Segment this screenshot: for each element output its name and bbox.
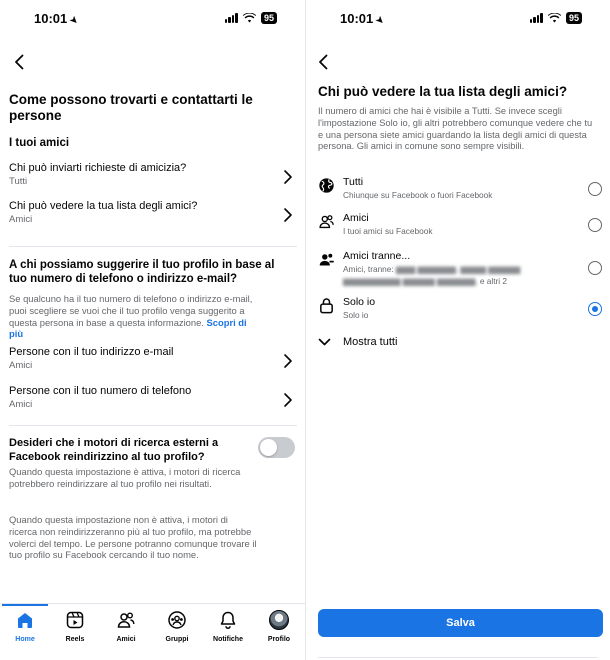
reels-icon bbox=[65, 610, 85, 630]
tab-notifications[interactable] bbox=[203, 610, 253, 643]
back-arrow-icon[interactable] bbox=[314, 52, 334, 72]
signal-icon bbox=[225, 13, 238, 23]
chevron-right-icon bbox=[283, 169, 293, 185]
signal-icon bbox=[530, 13, 543, 23]
friends-except-icon bbox=[318, 251, 335, 268]
friends-icon bbox=[116, 610, 136, 630]
friends-icon bbox=[318, 213, 335, 230]
section-divider bbox=[9, 425, 297, 426]
battery-badge: 95 bbox=[566, 12, 582, 24]
location-arrow-icon: ➤ bbox=[68, 13, 81, 27]
visibility-description: Il numero di amici che hai è visibile a Tutti. Se invece scegli l'impostazione Solo io, gli altri potrebbero comunque vedere che tu e una persona siete amici guardando la lista degli amici di questa persona. Gli amici in comune sono sempre visibili. bbox=[318, 106, 593, 152]
option-friends[interactable] bbox=[318, 212, 602, 246]
option-everyone[interactable] bbox=[318, 176, 602, 210]
tab-home[interactable] bbox=[0, 610, 50, 643]
page-title: Come possono trovarti e contattarti le persone bbox=[9, 92, 253, 123]
option-title: Solo io bbox=[343, 296, 376, 308]
location-arrow-icon: ➤ bbox=[374, 13, 387, 27]
row-value: Amici bbox=[9, 399, 33, 410]
wifi-icon bbox=[243, 13, 256, 23]
chevron-right-icon bbox=[283, 392, 293, 408]
tab-profile[interactable] bbox=[254, 610, 304, 643]
chevron-down-icon bbox=[318, 338, 331, 347]
back-arrow-icon[interactable] bbox=[10, 52, 30, 72]
status-bar bbox=[0, 8, 305, 30]
row-friend-requests[interactable] bbox=[9, 161, 297, 195]
section-title-your-friends: I tuoi amici bbox=[9, 137, 70, 149]
bottom-divider bbox=[318, 657, 598, 658]
radio-button[interactable] bbox=[588, 218, 602, 232]
row-value: Amici bbox=[9, 214, 33, 225]
option-only-me[interactable] bbox=[318, 296, 602, 330]
option-subtitle: Chiunque su Facebook o fuori Facebook bbox=[343, 190, 493, 200]
chevron-right-icon bbox=[283, 207, 293, 223]
search-engine-toggle[interactable] bbox=[258, 437, 295, 458]
tab-reels[interactable] bbox=[50, 610, 100, 643]
row-friends-list-visibility[interactable] bbox=[9, 199, 297, 233]
page-title: Chi può vedere la tua lista degli amici? bbox=[318, 84, 568, 99]
status-time: 10:01➤ bbox=[340, 11, 387, 27]
tab-label: Reels bbox=[65, 636, 85, 643]
option-title: Amici tranne... bbox=[343, 250, 411, 262]
tab-friends[interactable] bbox=[101, 610, 151, 643]
option-title: Tutti bbox=[343, 176, 364, 188]
search-desc-off: Quando questa impostazione non è attiva, i motori di ricerca non reindirizzeranno più al tuo profilo, ma potrebbe volerci del tempo. Le persone potranno comunque trovare il tuo profilo su Facebook cercando il tuo nome. bbox=[9, 514, 257, 561]
radio-button[interactable] bbox=[588, 261, 602, 275]
row-label: Chi può inviarti richieste di amicizia? bbox=[9, 162, 187, 174]
avatar bbox=[269, 610, 289, 630]
radio-button[interactable] bbox=[588, 182, 602, 196]
redacted-names: ▆▆▆ ▆▆▆▆▆▆, ▆▆▆▆ ▆▆▆▆▆ ▆▆▆▆▆▆▆▆▆ ▆▆▆▆▆ ▆▆▆▆▆▆, bbox=[343, 264, 521, 286]
status-bar bbox=[306, 8, 610, 30]
tab-groups[interactable] bbox=[152, 610, 202, 643]
row-label: Persone con il tuo numero di telefono bbox=[9, 385, 192, 397]
battery-badge: 95 bbox=[261, 12, 277, 24]
chevron-right-icon bbox=[283, 353, 293, 369]
row-people-with-phone[interactable] bbox=[9, 384, 297, 418]
wifi-icon bbox=[548, 13, 561, 23]
home-icon bbox=[15, 610, 35, 630]
row-label: Chi può vedere la tua lista degli amici? bbox=[9, 200, 198, 212]
bottom-tab-bar bbox=[0, 603, 305, 660]
active-tab-indicator bbox=[2, 604, 48, 606]
row-label: Persone con il tuo indirizzo e-mail bbox=[9, 346, 174, 358]
toggle-knob bbox=[260, 439, 277, 456]
show-all-label: Mostra tutti bbox=[343, 336, 398, 348]
section-title-suggest-profile: A chi possiamo suggerire il tuo profilo in base al tuo numero di telefono o indirizzo e-mail? bbox=[9, 259, 275, 285]
groups-icon bbox=[167, 610, 187, 630]
lock-icon bbox=[318, 297, 335, 314]
show-all-button[interactable] bbox=[318, 336, 397, 348]
row-people-with-email[interactable] bbox=[9, 345, 297, 379]
tab-label: Gruppi bbox=[165, 636, 189, 643]
bell-icon bbox=[218, 610, 238, 630]
section-divider bbox=[9, 246, 297, 247]
status-time: 10:01➤ bbox=[34, 11, 81, 27]
option-subtitle: I tuoi amici su Facebook bbox=[343, 226, 433, 236]
radio-button-selected[interactable] bbox=[588, 302, 602, 316]
save-button[interactable]: Salva bbox=[318, 609, 603, 637]
globe-icon bbox=[318, 177, 335, 194]
learn-more-link[interactable]: Scopri di più bbox=[9, 316, 247, 340]
tab-label: Profilo bbox=[267, 636, 291, 643]
friends-list-visibility-screen bbox=[305, 0, 610, 660]
suggest-description: Se qualcuno ha il tuo numero di telefono o indirizzo e-mail, puoi scegliere se vuoi che il tuo profilo venga suggerito a questa persona in base a questa informazione. Scopri di più bbox=[9, 293, 253, 340]
option-title: Amici bbox=[343, 212, 369, 224]
tab-label: Home bbox=[15, 636, 35, 643]
row-value: Tutti bbox=[9, 176, 28, 187]
option-subtitle: Amici, tranne: ▆▆▆ ▆▆▆▆▆▆, ▆▆▆▆ ▆▆▆▆▆ ▆▆▆▆▆▆▆▆▆ ▆▆▆▆▆ ▆▆▆▆▆▆, e altri 2 bbox=[343, 264, 521, 286]
tab-label: Notifiche bbox=[213, 636, 243, 643]
option-subtitle: Solo io bbox=[343, 310, 369, 320]
search-desc-on: Quando questa impostazione è attiva, i motori di ricerca potrebbero reindirizzare al tuo profilo nei risultati. bbox=[9, 466, 241, 489]
tab-label: Amici bbox=[116, 636, 136, 643]
search-engine-question: Desideri che i motori di ricerca esterni a Facebook reindirizzino al tuo profilo? bbox=[9, 437, 219, 463]
option-friends-except[interactable] bbox=[318, 250, 602, 288]
row-value: Amici bbox=[9, 360, 33, 371]
